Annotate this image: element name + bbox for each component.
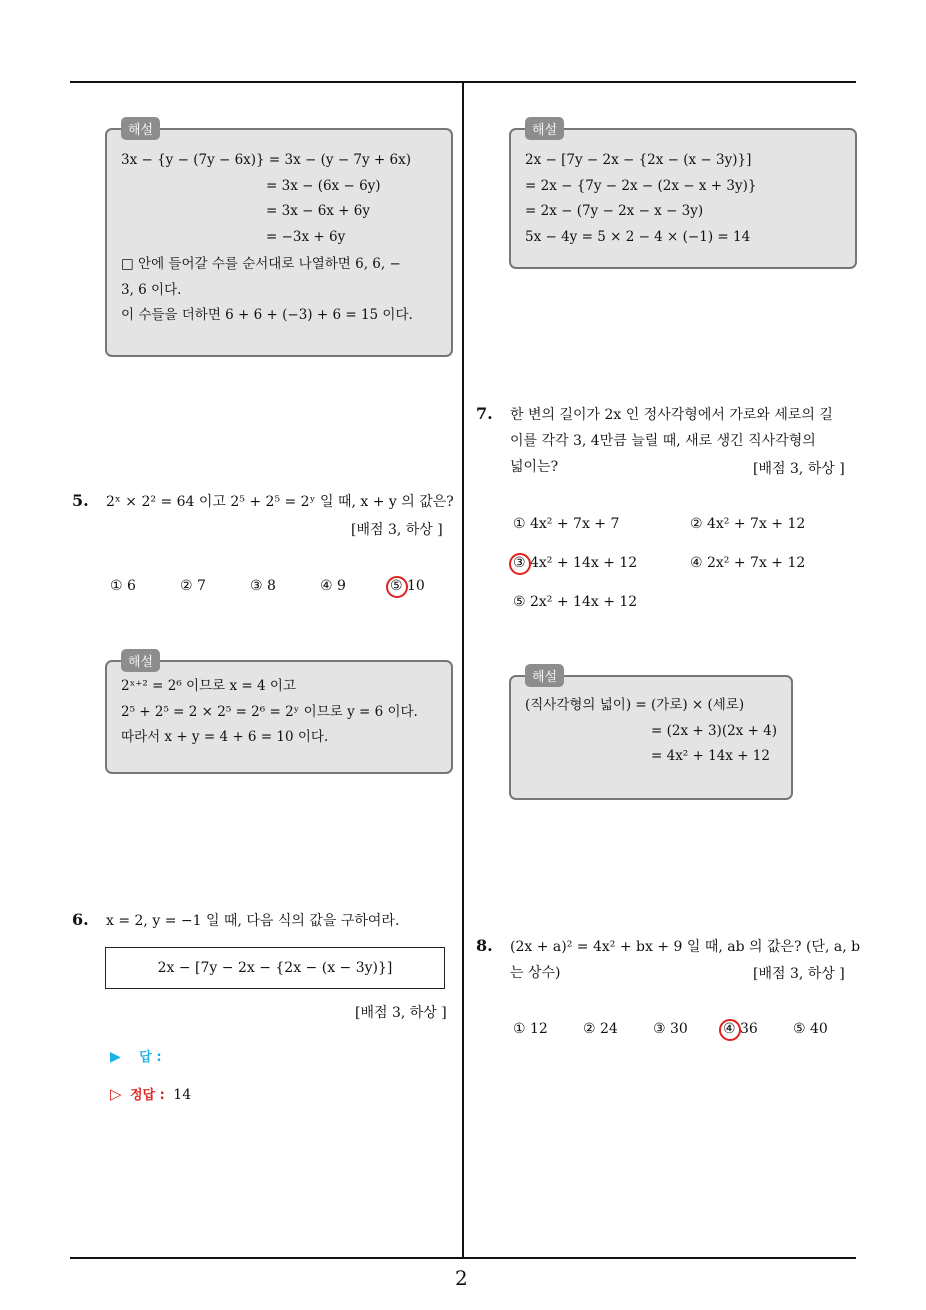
explanation-line: (직사각형의 넓이) = (가로) × (세로) [525, 697, 745, 713]
explanation-line: = −3x + 6y [266, 228, 346, 245]
bottom-rule [70, 1257, 856, 1259]
question-8-info: [배점 3, 하상 ] [753, 966, 845, 982]
q5-option-1[interactable]: ① 6 [110, 578, 136, 594]
q5-option-3[interactable]: ③ 8 [250, 578, 276, 594]
q5-option-2[interactable]: ② 7 [180, 578, 206, 594]
q8-option-2[interactable]: ② 24 [583, 1021, 618, 1037]
q7-option-4[interactable]: ④ 2x² + 7x + 12 [690, 555, 806, 571]
explanation-line: = 3x − (6x − 6y) [266, 177, 381, 194]
explanation-line: 5x − 4y = 5 × 2 − 4 × (−1) = 14 [525, 228, 751, 245]
question-8-line: (2x + a)² = 4x² + bx + 9 일 때, ab 의 값은? (단, a, b [510, 939, 861, 955]
answer-label: 답 : [139, 1050, 162, 1065]
q7-option-3[interactable]: ③ 4x² + 14x + 12 [513, 555, 638, 571]
answer-mark-circle [386, 576, 408, 598]
correct-answer-row [110, 1084, 191, 1103]
question-5-number: 5. [72, 491, 89, 510]
question-5-info: [배점 3, 하상 ] [351, 522, 443, 538]
explanation-line: 따라서 x + y = 4 + 6 = 10 이다. [121, 729, 329, 745]
question-8-line: 는 상수) [510, 965, 561, 981]
question-5-text: 2ˣ × 2² = 64 이고 2⁵ + 2⁵ = 2ʸ 일 때, x + y 의 값은? [106, 494, 454, 510]
explanation-tag: 해설 [525, 664, 564, 687]
answer-row [110, 1046, 162, 1065]
q7-option-2[interactable]: ② 4x² + 7x + 12 [690, 516, 806, 532]
question-6-text: x = 2, y = −1 일 때, 다음 식의 값을 구하여라. [106, 913, 400, 929]
q7-option-1[interactable]: ① 4x² + 7x + 7 [513, 516, 620, 532]
explanation-box-7 [509, 670, 793, 800]
explanation-line: = 4x² + 14x + 12 [651, 748, 770, 764]
q5-option-4[interactable]: ④ 9 [320, 578, 346, 594]
explanation-line: 2x − [7y − 2x − {2x − (x − 3y)}] [525, 152, 752, 168]
explanation-line: = 3x − 6x + 6y [266, 203, 371, 219]
question-7-line: 이를 각각 3, 4만큼 늘릴 때, 새로 생긴 직사각형의 [510, 433, 816, 449]
explanation-line: 3x − {y − (7y − 6x)} = 3x − (y − 7y + 6x) [121, 152, 411, 168]
page-number: 2 [455, 1266, 468, 1290]
question-7-number: 7. [476, 404, 493, 423]
q5-option-5[interactable]: ⑤ 10 [390, 578, 425, 594]
explanation-box-5 [105, 655, 453, 774]
explanation-line: = 2x − (7y − 2x − x − 3y) [525, 203, 704, 219]
q7-option-5[interactable]: ⑤ 2x² + 14x + 12 [513, 594, 638, 610]
explanation-line: = (2x + 3)(2x + 4) [651, 722, 778, 739]
explanation-tag: 해설 [525, 117, 564, 140]
column-divider [462, 83, 464, 1258]
explanation-box-4 [105, 123, 453, 357]
question-6-expression-box: 2x − [7y − 2x − {2x − (x − 3y)}] [105, 947, 445, 989]
question-7-line: 넓이는? [510, 459, 559, 475]
correct-answer-label: 정답 : [130, 1088, 165, 1103]
explanation-tag: 해설 [121, 649, 160, 672]
correct-marker-icon: ▷ [110, 1085, 122, 1103]
correct-answer-value: 14 [173, 1087, 192, 1103]
question-6-info: [배점 3, 하상 ] [355, 1005, 447, 1021]
question-7-info: [배점 3, 하상 ] [753, 461, 845, 477]
q8-option-4[interactable]: ④ 36 [723, 1021, 758, 1037]
question-7-line: 한 변의 길이가 2x 인 정사각형에서 가로와 세로의 길 [510, 407, 833, 423]
explanation-box-6 [509, 123, 857, 269]
explanation-tag: 해설 [121, 117, 160, 140]
q8-option-5[interactable]: ⑤ 40 [793, 1021, 828, 1037]
q8-option-1[interactable]: ① 12 [513, 1021, 548, 1037]
answer-mark-circle [719, 1019, 741, 1041]
question-6-number: 6. [72, 910, 89, 929]
explanation-line: 3, 6 이다. [121, 281, 182, 298]
explanation-line: = 2x − {7y − 2x − (2x − x + 3y)} [525, 177, 757, 194]
q8-option-3[interactable]: ③ 30 [653, 1021, 688, 1037]
explanation-line: 이 수들을 더하면 6 + 6 + (−3) + 6 = 15 이다. [121, 307, 413, 323]
explanation-line: 2ˣ⁺² = 2⁶ 이므로 x = 4 이고 [121, 678, 296, 694]
answer-mark-circle [509, 553, 531, 575]
answer-marker-icon: ▶ [110, 1049, 121, 1065]
explanation-line: 2⁵ + 2⁵ = 2 × 2⁵ = 2⁶ = 2ʸ 이므로 y = 6 이다. [121, 703, 418, 720]
explanation-line: □ 안에 들어갈 수를 순서대로 나열하면 6, 6, − [121, 256, 401, 272]
question-8-number: 8. [476, 936, 493, 955]
